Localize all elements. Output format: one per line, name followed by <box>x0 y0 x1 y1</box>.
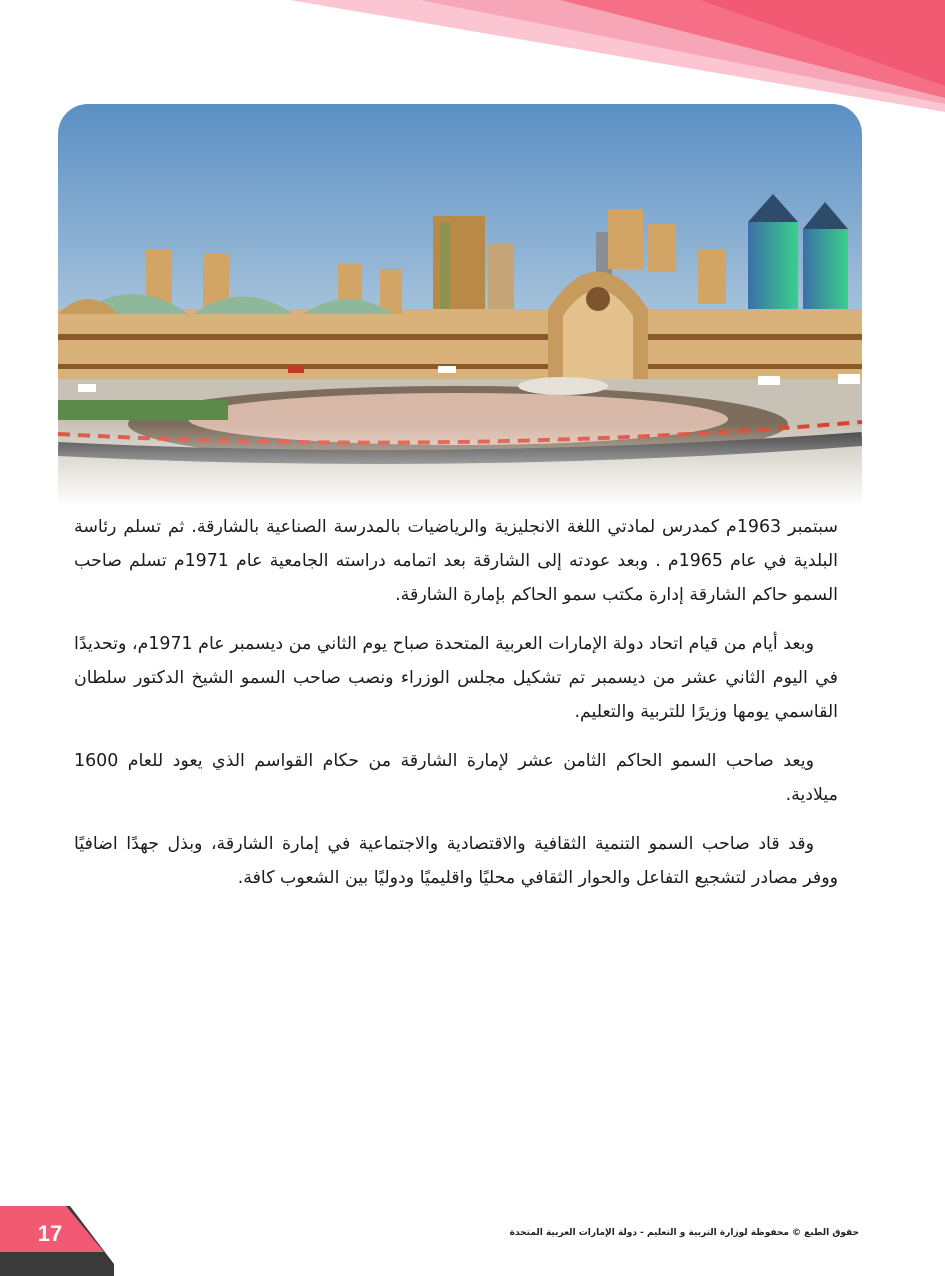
paragraph-1: سبتمبر 1963م كمدرس لمادتي اللغة الانجليزية والرياضيات بالمدرسة الصناعية بالشارقة. ثم تسلم رئاسة البلدية في عام 1965م . وبعد عودته إلى الشارقة بعد اتمامه دراسته الجامعية عام 1971م تسلم صاحب السمو حاكم الشارقة إدارة مكتب سمو الحاكم بإمارة الشارقة. <box>74 517 839 605</box>
article-body <box>74 510 838 910</box>
page-number: 17 <box>37 1221 63 1246</box>
paragraph-3: ويعد صاحب السمو الحاكم الثامن عشر لإمارة الشارقة من حكام القواسم الذي يعود للعام 1600 ميلادية. <box>74 751 838 805</box>
paragraph-2: وبعد أيام من قيام اتحاد دولة الإمارات العربية المتحدة صباح يوم الثاني من ديسمبر عام 1971م، وتحديدًا في اليوم الثاني عشر من ديسمبر تم تشكيل مجلس الوزراء ونصب صاحب السمو الشيخ الدكتور سلطان القاسمي يومها وزيرًا للتربية والتعليم. <box>74 634 838 722</box>
footer-copyright: حقوق الطبع © محفوظة لوزارة التربية و التعليم - دولة الإمارات العربية المتحدة <box>509 1228 859 1238</box>
corner-decoration <box>0 0 945 120</box>
paragraph-4: وقد قاد صاحب السمو التنمية الثقافية والاقتصادية والاجتماعية في إمارة الشارقة، وبذل جهدًا اضافيًا ووفر مصادر لتشجيع التفاعل والحوار الثقافي محليًا واقليميًا ودوليًا بين الشعوب كافة. <box>74 834 838 888</box>
sharjah-souq-photo <box>58 104 862 506</box>
sharjah-central-souq-photo-icon <box>58 104 862 506</box>
